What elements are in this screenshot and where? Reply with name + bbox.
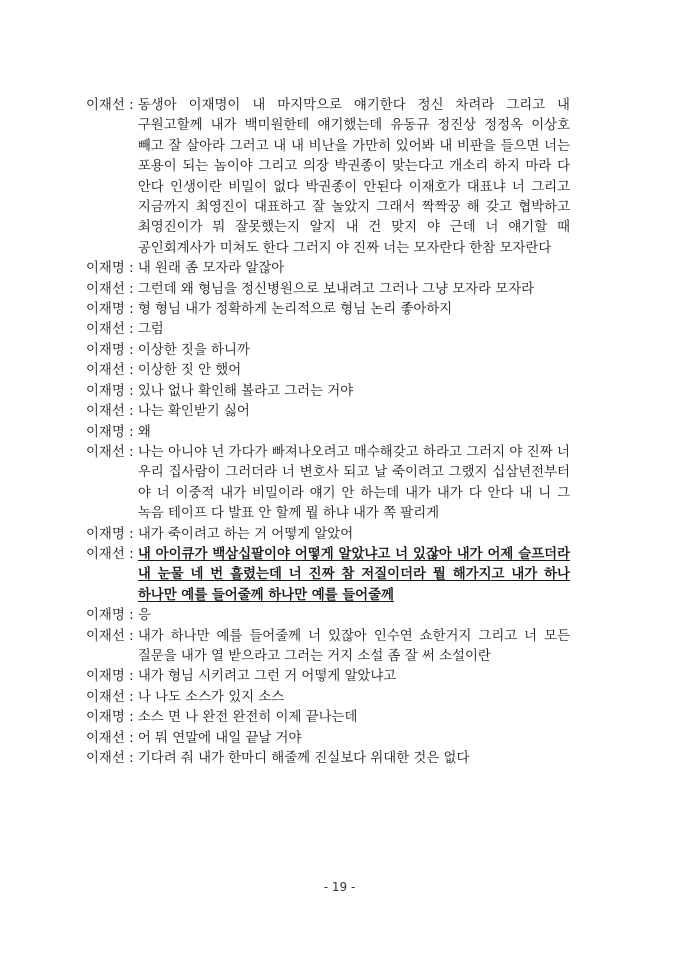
transcript-entry <box>86 341 570 361</box>
speaker-separator: : <box>124 322 138 338</box>
transcript-entry <box>86 729 570 749</box>
speaker-name: 이재명 <box>86 710 125 726</box>
utterance-text: 소스 면 나 완전 완전히 이제 끝나는데 <box>137 710 358 726</box>
transcript-entry <box>86 382 570 402</box>
speaker-name: 이재선 <box>86 444 125 460</box>
transcript-body <box>86 96 570 769</box>
transcript-entry <box>86 300 570 320</box>
speaker-separator: : <box>124 404 138 420</box>
speaker-separator: : <box>124 730 138 746</box>
speaker-separator: : <box>124 628 138 644</box>
utterance-text: 내 원래 좀 모자라 알잖아 <box>137 261 285 277</box>
utterance-text: 내가 형님 시키려고 그런 거 어떻게 알았냐고 <box>137 669 397 685</box>
speaker-name: 이재선 <box>86 730 125 746</box>
transcript-entry <box>86 402 570 422</box>
transcript-entry <box>86 259 570 279</box>
speaker-name: 이재선 <box>86 363 125 379</box>
speaker-name: 이재선 <box>86 404 125 420</box>
speaker-name: 이재선 <box>86 751 125 766</box>
speaker-separator: : <box>124 98 138 113</box>
utterance-text: 나 나도 소스가 있지 소스 <box>137 689 285 705</box>
speaker-separator: : <box>124 689 138 705</box>
speaker-separator: : <box>124 751 138 766</box>
transcript-entry <box>86 280 570 300</box>
transcript-entry <box>86 708 570 728</box>
utterance-text: 이상한 짓을 하니까 <box>137 342 250 358</box>
utterance-text: 동생아 이재명이 내 마지막으로 얘기한다 정신 차려라 그리고 내 구원고할께 내가 백미원한테 얘기했는데 유동규 정진상 정정옥 이상호 빼고 잘 살아라 그러고 내 내 비난을 가만히 있어봐 내 비판을 들으면 너는 포용이 되는 놈이야 그리고 의장 박권종이 맞는다고 개소리 하지 마라 다 안다 인생이란 비밀이 없다 박권종이 안된다 이재호가 대표냐 너 그리고 지금까지 최영진이 대표하고 잘 놀았지 그래서 짝짝꿍 해 갖고 협박하고 최영진이가 뭐 잘못했는지 알지 내 건 맞지 야 근데 너 얘기할 때 공인회계사가 미쳐도 한다 그러지 야 진짜 너는 모자란다 한참 모자란다 <box>137 98 570 256</box>
utterance-text: 그럼 <box>137 322 164 338</box>
utterance-text: 있나 없나 확인해 볼라고 그러는 거야 <box>137 383 354 399</box>
utterance-text: 그런데 왜 형님을 정신병원으로 보내려고 그러나 그냥 모자라 모자라 <box>137 281 535 297</box>
speaker-separator: : <box>124 444 138 460</box>
transcript-entry <box>86 320 570 340</box>
speaker-separator: : <box>124 608 138 624</box>
utterance-text: 나는 확인받기 싫어 <box>137 404 250 420</box>
transcript-entry <box>86 443 570 525</box>
transcript-entry <box>86 96 570 259</box>
utterance-text: 형 형님 내가 정확하게 논리적으로 형님 논리 좋아하지 <box>137 302 453 318</box>
speaker-name: 이재명 <box>86 669 125 685</box>
utterance-text: 내가 하나만 예를 들어줄께 너 있잖아 인수연 쇼한거지 그리고 너 모든 질문을 내가 열 받으라고 그러는 거지 소설 좀 잘 써 소설이란 <box>137 628 570 664</box>
utterance-text: 이상한 짓 안 했어 <box>137 363 242 379</box>
transcript-entry <box>86 627 570 668</box>
speaker-name: 이재선 <box>86 322 125 338</box>
speaker-name: 이재선 <box>86 546 125 562</box>
transcript-entry <box>86 423 570 443</box>
utterance-text: 기다려 줘 내가 한마디 해줄께 진실보다 위대한 것은 없다 <box>137 751 470 766</box>
transcript-entry <box>86 361 570 381</box>
speaker-separator: : <box>124 526 138 542</box>
speaker-separator: : <box>124 342 138 358</box>
transcript-entry <box>86 525 570 545</box>
speaker-name: 이재선 <box>86 98 125 113</box>
transcript-entry <box>86 749 570 769</box>
page-number: - 19 - <box>323 880 356 894</box>
utterance-text: 나는 아니야 넌 가다가 빠져나오려고 매수해갖고 하라고 그러지 야 진짜 너 우리 집사람이 그러더라 너 변호사 되고 날 죽이려고 그랬지 십삼년전부터 야 너 이중적 내가 비밀이라 얘기 안 하는데 내가 내가 다 안다 내 니 그 녹음 테이프 다 발표 안 할께 뭘 하냐 내가 쪽 팔리게 <box>137 444 570 522</box>
speaker-separator: : <box>124 363 138 379</box>
transcript-entry <box>86 545 570 606</box>
speaker-separator: : <box>124 424 138 440</box>
speaker-separator: : <box>124 281 138 297</box>
transcript-entry <box>86 688 570 708</box>
speaker-separator: : <box>124 383 138 399</box>
utterance-text: 응 <box>137 608 151 624</box>
speaker-separator: : <box>124 302 138 318</box>
utterance-text: 내가 죽이려고 하는 거 어떻게 알았어 <box>137 526 354 542</box>
utterance-text: 어 뭐 연말에 내일 끝날 거야 <box>137 730 302 746</box>
emphasized-utterance: 내 아이큐가 백삼십팔이야 어떻게 알았냐고 너 있잖아 내가 어제 슬프더라 내 눈물 네 번 흘렸는데 너 진짜 참 저질이더라 뭘 해가지고 내가 하나 하나만 예를 들어줄께 하나만 예를 들어줄께 <box>137 546 570 603</box>
speaker-separator: : <box>124 669 138 685</box>
transcript-entry <box>86 606 570 626</box>
speaker-name: 이재명 <box>86 526 125 542</box>
speaker-name: 이재명 <box>86 302 125 318</box>
speaker-name: 이재선 <box>86 281 125 297</box>
speaker-name: 이재명 <box>86 383 125 399</box>
speaker-name: 이재선 <box>86 628 125 644</box>
speaker-name: 이재명 <box>86 424 125 440</box>
speaker-separator: : <box>124 546 138 562</box>
speaker-separator: : <box>124 710 138 726</box>
speaker-name: 이재선 <box>86 689 125 705</box>
speaker-name: 이재명 <box>86 342 125 358</box>
transcript-entry <box>86 667 570 687</box>
speaker-separator: : <box>124 261 138 277</box>
speaker-name: 이재명 <box>86 261 125 277</box>
speaker-name: 이재명 <box>86 608 125 624</box>
utterance-text: 왜 <box>137 424 151 440</box>
